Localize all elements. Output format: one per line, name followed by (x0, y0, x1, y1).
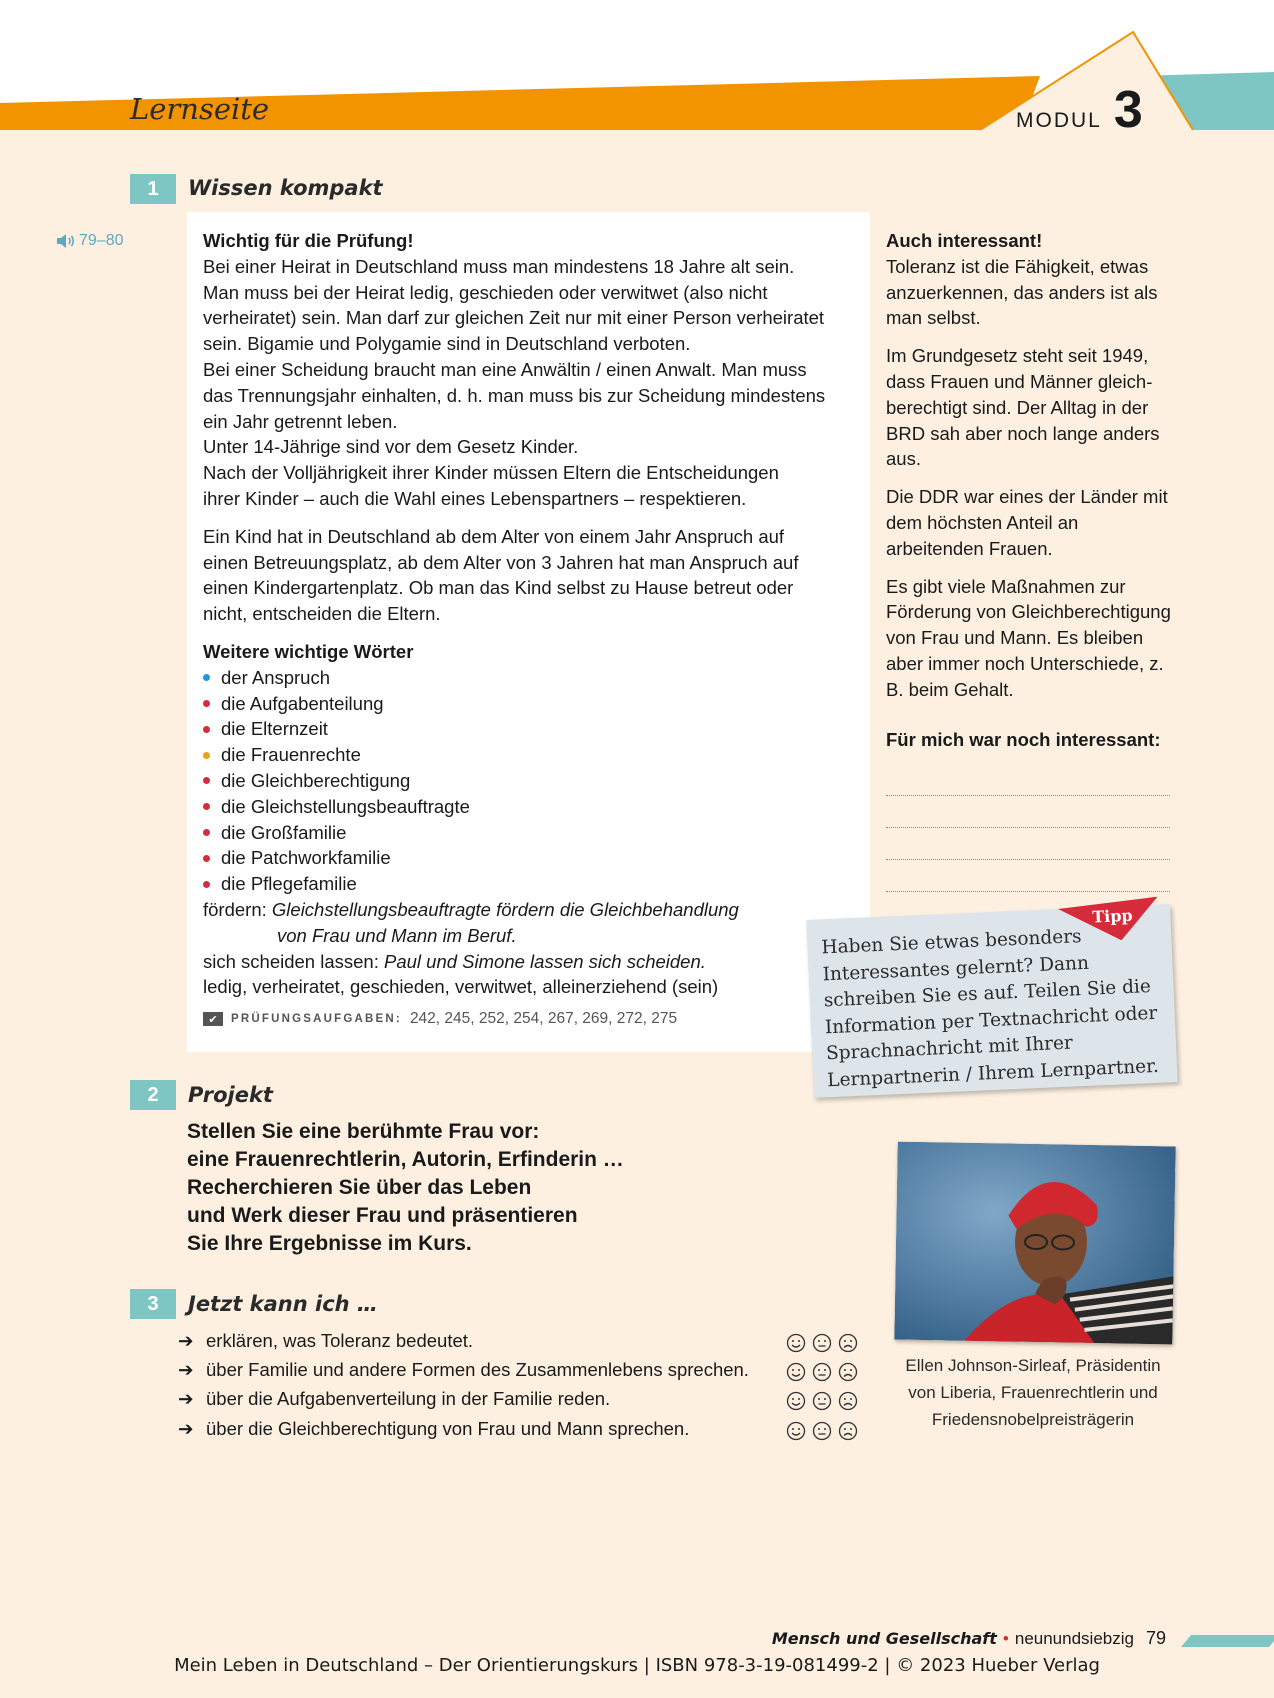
page-footer (772, 1628, 1166, 1649)
text-line: Bei einer Scheidung braucht man eine Anwältin / einen Anwalt. Man muss (203, 358, 807, 380)
can-do-text: über die Gleichberechtigung von Frau und Mann sprechen. (206, 1418, 690, 1439)
words-heading: Weitere wichtige Wörter (203, 640, 414, 662)
exam-tasks-numbers: 242, 245, 252, 254, 267, 269, 272, 275 (409, 1010, 678, 1028)
knowledge-box (187, 212, 870, 1052)
happy-face-icon[interactable] (786, 1391, 806, 1411)
text-line: einen Kindergartenplatz. Ob man das Kind selbst zu Hause betreut oder (203, 577, 794, 599)
happy-face-icon[interactable] (786, 1421, 806, 1441)
bullet-dot-icon (203, 700, 210, 707)
can-do-text: über Familie und andere Formen des Zusammenlebens sprechen. (206, 1359, 749, 1380)
portrait-photo (894, 1142, 1175, 1345)
text-line: eine Frauenrechtlerin, Autorin, Erfinderin … (187, 1148, 624, 1171)
text-line: ein Jahr getrennt leben. (203, 410, 398, 432)
notes-lines[interactable] (886, 764, 1176, 892)
text-line: das Trennungsjahr einhalten, d. h. man muss bis zur Scheidung mindestens (203, 384, 826, 406)
photo-caption (888, 1352, 1178, 1433)
vocab-word: die Aufgabenteilung (221, 692, 384, 714)
bullet-dot-icon (203, 829, 210, 836)
section-3-number: 3 (130, 1289, 176, 1319)
verb-example-continued: von Frau und Mann im Beruf. (277, 924, 517, 946)
exam-important-heading: Wichtig für die Prüfung! (203, 230, 414, 251)
sad-face-icon[interactable] (838, 1362, 858, 1382)
audio-track-numbers: 79–80 (79, 232, 124, 249)
sad-face-icon[interactable] (838, 1391, 858, 1411)
vocab-item (203, 716, 863, 742)
neutral-face-icon[interactable] (812, 1391, 832, 1411)
sidebar-interesting (886, 228, 1176, 892)
can-do-item (178, 1330, 473, 1352)
can-do-text: erklären, was Toleranz bedeutet. (206, 1330, 474, 1351)
tip-card (806, 904, 1177, 1098)
happy-face-icon[interactable] (786, 1362, 806, 1382)
vocab-item (203, 742, 863, 768)
footer-accent-bar (1181, 1635, 1274, 1647)
vocab-word: die Patchworkfamilie (221, 847, 391, 869)
exam-facts-paragraph (203, 254, 863, 512)
speaker-icon (56, 233, 76, 249)
sad-face-icon[interactable] (838, 1333, 858, 1353)
section-2-title: Projekt (188, 1083, 273, 1107)
section-1-title: Wissen kompakt (188, 176, 383, 200)
module-indicator (1016, 81, 1143, 139)
vocab-item (203, 845, 863, 871)
exam-tasks-label: PRÜFUNGSAUFGABEN: (231, 1013, 402, 1026)
vocab-item (203, 820, 863, 846)
text-line: nicht, entscheiden die Eltern. (203, 603, 441, 625)
self-assessment-row (786, 1333, 858, 1353)
sad-face-icon[interactable] (838, 1421, 858, 1441)
note-line[interactable] (886, 828, 1170, 860)
verb-label: fördern: (203, 898, 267, 920)
verb-example: Gleichstellungsbeauftragte fördern die Gleichbehandlung (271, 898, 739, 920)
caption-line: Friedensnobelpreisträgerin (931, 1410, 1135, 1429)
vocab-word: die Elternzeit (221, 718, 328, 740)
page-number: 79 (1145, 1628, 1166, 1648)
sidebar-paragraph: Die DDR war eines der Länder mit dem höchsten Anteil an arbeitenden Frauen. (886, 486, 1168, 559)
self-assessment-row (786, 1391, 858, 1411)
module-label: MODUL (1016, 109, 1102, 132)
vocab-item (203, 665, 863, 691)
page-section-title: Lernseite (130, 92, 270, 126)
text-line: Man muss bei der Heirat ledig, geschieden oder verwitwet (also nicht (203, 281, 768, 303)
portrait-illustration (894, 1142, 1175, 1345)
vocab-item (203, 794, 863, 820)
neutral-face-icon[interactable] (812, 1333, 832, 1353)
vocabulary-list (203, 665, 863, 897)
text-line: sein. Bigamie und Polygamie sind in Deutschland verboten. (203, 333, 691, 355)
exam-tasks-reference (203, 1010, 863, 1028)
sidebar-paragraph: Toleranz ist die Fähigkeit, etwas anzuerkennen, das anders ist als man selbst. (886, 255, 1158, 329)
vocab-item (203, 691, 863, 717)
text-line: verheiratet) sein. Man darf zur gleichen Zeit nur mit einer Person verheiratet (203, 307, 825, 329)
bullet-dot-icon (203, 726, 210, 733)
can-do-text: über die Aufgabenverteilung in der Familie reden. (206, 1388, 611, 1409)
bullet-dot-icon (203, 674, 210, 681)
tip-badge-label: Tipp (1091, 905, 1133, 927)
verb-example-foerdern (203, 897, 863, 923)
section-3-title: Jetzt kann ich … (188, 1292, 378, 1316)
text-line: Bei einer Heirat in Deutschland muss man mindestens 18 Jahre alt sein. (203, 255, 795, 277)
text-line: Stellen Sie eine berühmte Frau vor: (187, 1120, 540, 1143)
book-section-title: Mensch und Gesellschaft (771, 1629, 997, 1648)
sidebar-heading: Auch interessant! (886, 230, 1043, 251)
section-2-number: 2 (130, 1080, 176, 1110)
section-1-number: 1 (130, 174, 176, 204)
text-line: Ein Kind hat in Deutschland ab dem Alter von einem Jahr Anspruch auf (203, 525, 785, 547)
verb-example: Paul und Simone lassen sich scheiden. (384, 950, 706, 972)
vocab-item (203, 768, 863, 794)
arrow-right-icon: ➔ (178, 1418, 194, 1439)
text-line: ihrer Kinder – auch die Wahl eines Lebenspartners – respektieren. (203, 487, 747, 509)
sidebar-paragraph: Im Grundgesetz steht seit 1949, dass Frauen und Männer gleichberechtigt sind. Der Alltag in der BRD sah aber noch lange anders aus. (886, 345, 1160, 470)
happy-face-icon[interactable] (786, 1333, 806, 1353)
text-line: Nach der Volljährigkeit ihrer Kinder müssen Eltern die Entscheidungen (203, 462, 779, 484)
verb-label: sich scheiden lassen: (203, 950, 379, 972)
vocab-item (203, 871, 863, 897)
text-line: Sie Ihre Ergebnisse im Kurs. (187, 1232, 472, 1255)
arrow-right-icon: ➔ (178, 1359, 194, 1380)
note-line[interactable] (886, 860, 1170, 892)
arrow-right-icon: ➔ (178, 1388, 194, 1409)
module-number: 3 (1113, 81, 1143, 139)
checkbox-icon: ✔ (203, 1012, 223, 1026)
neutral-face-icon[interactable] (812, 1362, 832, 1382)
childcare-paragraph (203, 524, 863, 627)
neutral-face-icon[interactable] (812, 1421, 832, 1441)
text-line: Recherchieren Sie über das Leben (187, 1176, 532, 1199)
vocab-word: die Großfamilie (221, 821, 347, 843)
audio-track-link[interactable] (56, 232, 124, 250)
bullet-icon: • (1002, 1629, 1009, 1648)
can-do-item (178, 1418, 689, 1440)
adjectives-line: ledig, verheiratet, geschieden, verwitwet, alleinerziehend (sein) (203, 976, 719, 998)
sidebar-paragraph: Es gibt viele Maßnahmen zur Förderung von Gleichberechtigung von Frau und Mann. Es bleiben aber immer noch Unterschiede, z. B. beim Gehalt. (886, 575, 1171, 700)
bullet-dot-icon (203, 855, 210, 862)
bullet-dot-icon (203, 752, 210, 759)
note-line[interactable] (886, 764, 1170, 796)
note-line[interactable] (886, 796, 1170, 828)
vocab-word: die Frauenrechte (221, 744, 361, 766)
page-number-word: neunundsiebzig (1014, 1629, 1134, 1648)
vocab-word: die Gleichstellungsbeauftragte (221, 795, 470, 817)
text-line: einen Betreuungsplatz, ab dem Alter von 3 Jahren hat man Anspruch auf (203, 551, 799, 573)
bullet-dot-icon (203, 803, 210, 810)
text-line: Unter 14-Jährige sind vor dem Gesetz Kinder. (203, 436, 579, 458)
vocab-word: die Gleichberechtigung (221, 769, 411, 791)
verb-example-scheiden (203, 949, 863, 975)
vocab-word: die Pflegefamilie (221, 873, 357, 895)
tip-text: Haben Sie etwas besonders Interessantes gelernt? Dann schreiben Sie es auf. Teilen Sie die Information per Textnachricht oder Sprachnachricht mit Ihrer Lernpartnerin / Ihrem Lernpartner. (821, 926, 1160, 1091)
text-line: und Werk dieser Frau und präsentieren (187, 1204, 578, 1227)
self-assessment-row (786, 1421, 858, 1441)
self-assessment-row (786, 1362, 858, 1382)
can-do-item (178, 1359, 749, 1381)
vocab-word: der Anspruch (221, 666, 331, 688)
publication-info: Mein Leben in Deutschland – Der Orientierungskurs | ISBN 978-3-19-081499-2 | © 2023 Hueber Verlag (174, 1655, 1100, 1676)
bullet-dot-icon (203, 777, 210, 784)
sidebar-prompt: Für mich war noch interessant: (886, 728, 1161, 750)
can-do-item (178, 1388, 610, 1410)
caption-line: Ellen Johnson-Sirleaf, Präsidentin (905, 1356, 1161, 1375)
arrow-right-icon: ➔ (178, 1330, 194, 1351)
project-description (187, 1118, 624, 1258)
bullet-dot-icon (203, 881, 210, 888)
caption-line: von Liberia, Frauenrechtlerin und (908, 1383, 1158, 1402)
